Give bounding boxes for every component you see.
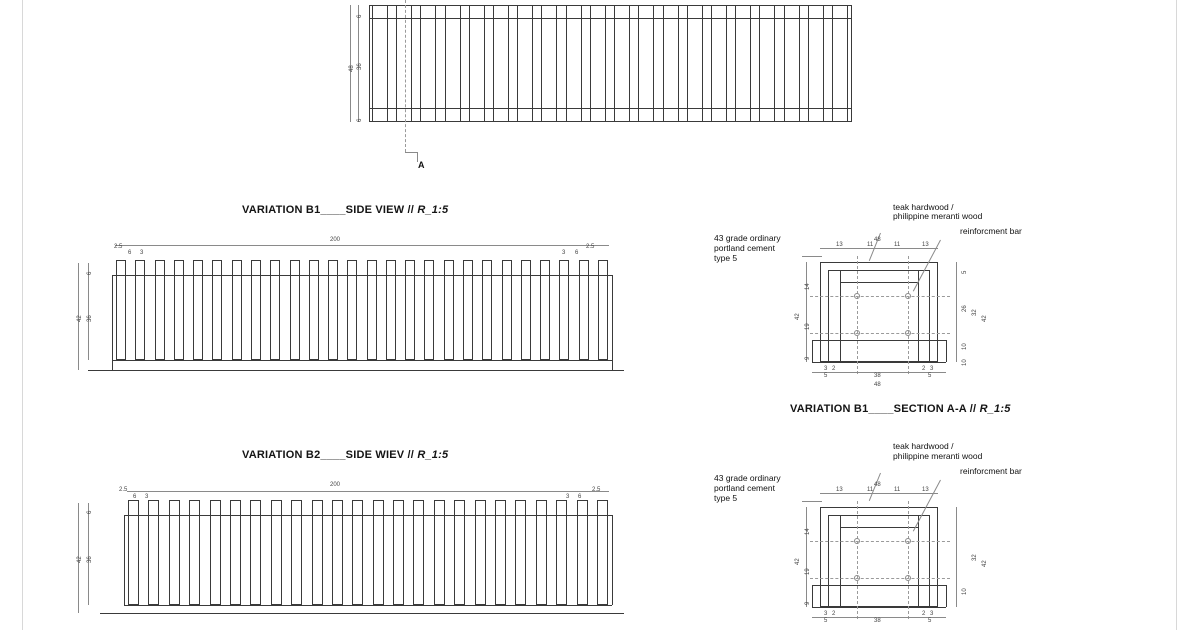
b2-section-dim-10-a: 10	[962, 588, 968, 595]
b2-section-dim-42-left: 42	[795, 558, 801, 565]
plan-top-rail	[369, 5, 851, 6]
slat	[579, 260, 589, 360]
section-dim-bottom-3b: 3	[930, 366, 934, 372]
b1-base-left	[112, 360, 113, 370]
plan-bottom-rail	[369, 121, 851, 122]
b2-rebar-axis-lower	[810, 578, 950, 579]
slat	[444, 260, 454, 360]
slat	[434, 500, 445, 605]
section-dim-5-right: 5	[928, 373, 932, 379]
slat	[711, 5, 727, 122]
b2-dim-200-line	[127, 491, 609, 492]
slat	[638, 5, 654, 122]
title-b2-side-view	[242, 449, 448, 461]
b2-dim-right-3: 3	[566, 494, 570, 500]
b1-left-edge	[112, 275, 113, 360]
slat	[515, 500, 526, 605]
slat	[386, 260, 396, 360]
slat	[128, 500, 139, 605]
b2-section-dim-bottom-3: 3	[824, 611, 828, 617]
slat	[347, 260, 357, 360]
section-mark-a: A	[418, 160, 425, 170]
slat	[590, 5, 606, 122]
slat	[495, 500, 506, 605]
b2-rebar-node-3	[854, 575, 860, 581]
rebar-node-4	[905, 330, 911, 336]
b2-section-dim-bottom-2b: 2	[922, 611, 926, 617]
note-teak-line2: philippine meranti wood	[893, 211, 983, 221]
b2-dim-left-25: 2.5	[119, 487, 128, 493]
slat	[352, 500, 363, 605]
slat	[517, 5, 533, 122]
sheet-border-left	[22, 0, 23, 630]
title-b2-side-view-scale: R_1:5	[417, 449, 449, 461]
section-inner-face	[828, 270, 930, 362]
section-left-web	[840, 270, 841, 362]
b2-dim-36: 36	[87, 556, 93, 563]
plan-dim-48: 48	[349, 65, 355, 72]
b2-note-cement-line1: 43 grade ordinary	[714, 473, 781, 483]
b2-dim-left-6: 6	[133, 494, 137, 500]
plan-left-edge	[369, 5, 370, 122]
b2-axis-right	[908, 501, 909, 619]
slat	[148, 500, 159, 605]
b1-base-top	[112, 360, 612, 361]
title-b1-side-view-scale: R_1:5	[417, 204, 449, 216]
b2-section-dim-bottom-3b: 3	[930, 611, 934, 617]
section-dim-bottom-3: 3	[824, 366, 828, 372]
b2-section-dim-5-left: 5	[824, 618, 828, 624]
slat	[663, 5, 679, 122]
b2-section-right-dim-line	[956, 507, 957, 607]
section-dim-10-a: 10	[962, 343, 968, 350]
section-dim-11-a: 11	[867, 242, 874, 248]
slat	[271, 500, 282, 605]
b2-dim-left-3: 3	[145, 494, 149, 500]
slat	[372, 5, 388, 122]
b2-section-dim-bottom-2: 2	[832, 611, 836, 617]
slat	[566, 5, 582, 122]
slat	[212, 260, 222, 360]
note-cement-line3: type 5	[714, 253, 738, 263]
b2-note-teak-line1: teak hardwood /	[893, 441, 954, 451]
slat	[393, 500, 404, 605]
b2-section-dim-13-a: 13	[836, 487, 843, 493]
slat	[445, 5, 461, 122]
b2-section-top-dim-line	[820, 493, 938, 494]
section-dim-9: 9	[805, 356, 811, 360]
slat	[541, 5, 557, 122]
b2-note-rebar: reinforcment bar	[960, 466, 1022, 476]
slat	[193, 260, 203, 360]
section-soffit	[840, 282, 918, 283]
slat	[251, 260, 261, 360]
b2-section-soffit	[840, 527, 918, 528]
b1-dim-200: 200	[330, 237, 341, 243]
section-dim-38: 38	[874, 373, 881, 379]
slat	[597, 500, 608, 605]
section-top-inner	[828, 270, 930, 271]
slat	[270, 260, 280, 360]
section-right-web	[918, 270, 919, 362]
section-cut-line	[405, 0, 406, 152]
section-footing-right	[946, 340, 947, 362]
slat	[482, 260, 492, 360]
b2-section-left-web	[840, 515, 841, 607]
b2-dim-200: 200	[330, 482, 341, 488]
title-b1-side-view	[242, 204, 448, 216]
slat	[559, 260, 569, 360]
b1-dim-left-3: 3	[140, 250, 144, 256]
slat	[735, 5, 751, 122]
section-dim-bottom-2: 2	[832, 366, 836, 372]
b2-cement-leader	[802, 501, 822, 502]
b2-section-dim-42-right: 42	[982, 560, 988, 567]
title-b1-side-view-text: VARIATION B1____SIDE VIEW //	[242, 204, 418, 216]
slat	[784, 5, 800, 122]
section-dim-42-right: 42	[982, 315, 988, 322]
note-rebar: reinforcment bar	[960, 226, 1022, 236]
slat	[413, 500, 424, 605]
b2-right-edge	[612, 515, 613, 605]
slat	[174, 260, 184, 360]
b2-rebar-node-1	[854, 538, 860, 544]
title-b1-section	[790, 403, 1011, 415]
section-axis-right	[908, 256, 909, 374]
slat	[367, 260, 377, 360]
b2-section-dim-19: 19	[805, 568, 811, 575]
slat	[808, 5, 824, 122]
b2-section-dim-5-right: 5	[928, 618, 932, 624]
b1-dim-right-3: 3	[562, 250, 566, 256]
b2-dim-right-25: 2.5	[592, 487, 601, 493]
section-dim-32: 32	[972, 309, 978, 316]
section-dim-13-b: 13	[922, 242, 929, 248]
b2-base-top	[124, 605, 612, 606]
slat	[328, 260, 338, 360]
slat	[312, 500, 323, 605]
slat	[332, 500, 343, 605]
b2-section-dim-14: 14	[805, 528, 811, 535]
slat	[116, 260, 126, 360]
slat	[463, 260, 473, 360]
section-left-dim-line	[806, 262, 807, 362]
slat	[232, 260, 242, 360]
b1-dim-left-25: 2.5	[114, 244, 123, 250]
section-dim-5-left: 5	[824, 373, 828, 379]
slat	[454, 500, 465, 605]
section-right-dim-line	[956, 262, 957, 362]
slat	[135, 260, 145, 360]
slat	[556, 500, 567, 605]
plan-right-edge	[851, 5, 852, 122]
b2-section-footing-bottom	[812, 607, 946, 608]
section-dim-48-bottom: 48	[874, 382, 881, 388]
section-dim-26: 26	[962, 305, 968, 312]
slat	[291, 500, 302, 605]
section-footing-top	[812, 340, 946, 341]
b2-section-left-dim-line	[806, 507, 807, 607]
section-footing-bottom	[812, 362, 946, 363]
b2-note-cement-line2: portland cement	[714, 483, 775, 493]
b2-section-footing-right	[946, 585, 947, 607]
slat	[290, 260, 300, 360]
slat	[169, 500, 180, 605]
slat	[475, 500, 486, 605]
b1-dim-36: 36	[87, 315, 93, 322]
b2-dim-top-6: 6	[87, 510, 93, 514]
b2-ground-line	[100, 613, 624, 614]
b1-base-right	[612, 360, 613, 370]
section-dim-11-b: 11	[894, 242, 901, 248]
b1-dim-42: 42	[77, 315, 83, 322]
slat	[759, 5, 775, 122]
plan-dim-6-bottom: 6	[357, 118, 363, 122]
slat	[469, 5, 485, 122]
b1-top-rail	[112, 275, 612, 276]
rebar-node-2	[905, 293, 911, 299]
b2-axis-left	[857, 501, 858, 619]
slat	[373, 500, 384, 605]
slat	[687, 5, 703, 122]
b2-section-dim-11-a: 11	[867, 487, 874, 493]
section-dim-19: 19	[805, 323, 811, 330]
b2-section-dim-32: 32	[972, 554, 978, 561]
section-dim-bottom-2b: 2	[922, 366, 926, 372]
cement-leader	[802, 256, 822, 257]
b2-section-dim-48-top: 48	[874, 482, 881, 488]
note-cement-line1: 43 grade ordinary	[714, 233, 781, 243]
title-b1-section-text: VARIATION B1____SECTION A-A //	[790, 403, 980, 415]
b2-dim-right-6: 6	[578, 494, 582, 500]
b2-section-dim-9: 9	[805, 601, 811, 605]
rebar-node-3	[854, 330, 860, 336]
section-top-dim-line	[820, 248, 938, 249]
slat	[540, 260, 550, 360]
section-dim-5: 5	[962, 270, 968, 274]
plan-dim-6-top: 6	[357, 14, 363, 18]
section-dim-10-b: 10	[962, 359, 968, 366]
slat	[405, 260, 415, 360]
b2-rebar-node-2	[905, 538, 911, 544]
plan-dim-line	[350, 5, 351, 122]
section-rebar-axis-lower	[810, 333, 950, 334]
b2-dim-42: 42	[77, 556, 83, 563]
b1-dim-right-6: 6	[575, 250, 579, 256]
section-dim-42-left: 42	[795, 313, 801, 320]
note-teak-line1: teak hardwood /	[893, 202, 954, 212]
section-dim-48-top: 48	[874, 237, 881, 243]
b1-dim-200-line	[115, 245, 609, 246]
slat	[309, 260, 319, 360]
slat	[250, 500, 261, 605]
section-dim-13-a: 13	[836, 242, 843, 248]
slat	[832, 5, 848, 122]
b2-section-right-web	[918, 515, 919, 607]
slat	[420, 5, 436, 122]
title-b2-side-view-text: VARIATION B2____SIDE WIEV //	[242, 449, 418, 461]
b2-rebar-node-4	[905, 575, 911, 581]
b2-rebar-axis-upper	[810, 541, 950, 542]
b2-section-dim-11-b: 11	[894, 487, 901, 493]
slat	[502, 260, 512, 360]
slat	[155, 260, 165, 360]
plan-dim-36: 36	[357, 63, 363, 70]
b2-section-footing-top	[812, 585, 946, 586]
slat	[577, 500, 588, 605]
b2-note-teak-line2: philippine meranti wood	[893, 451, 983, 461]
b2-note-cement-line3: type 5	[714, 493, 738, 503]
slat	[598, 260, 608, 360]
section-rebar-axis-upper	[810, 296, 950, 297]
b2-section-footing-left	[812, 585, 813, 607]
slat	[424, 260, 434, 360]
b2-left-edge	[124, 515, 125, 605]
slat	[521, 260, 531, 360]
section-footing-left	[812, 340, 813, 362]
slat	[536, 500, 547, 605]
title-b1-section-scale: R_1:5	[979, 403, 1011, 415]
slat	[493, 5, 509, 122]
plan-bottom-rail-inner	[369, 108, 851, 109]
b2-section-dim-38: 38	[874, 618, 881, 624]
slat	[230, 500, 241, 605]
section-axis-left	[857, 256, 858, 374]
slat	[614, 5, 630, 122]
rebar-node-1	[854, 293, 860, 299]
section-arrow-leader	[405, 152, 417, 153]
b1-dim-right-25: 2.5	[586, 244, 595, 250]
b1-right-edge	[612, 275, 613, 360]
slat	[210, 500, 221, 605]
slat	[189, 500, 200, 605]
b1-ground-line	[88, 370, 624, 371]
sheet-border-right	[1176, 0, 1177, 630]
b1-dim-top-6: 6	[87, 271, 93, 275]
b2-section-dim-13-b: 13	[922, 487, 929, 493]
b1-dim-left-6: 6	[128, 250, 132, 256]
section-dim-14: 14	[805, 283, 811, 290]
note-cement-line2: portland cement	[714, 243, 775, 253]
plan-top-rail-inner	[369, 18, 851, 19]
